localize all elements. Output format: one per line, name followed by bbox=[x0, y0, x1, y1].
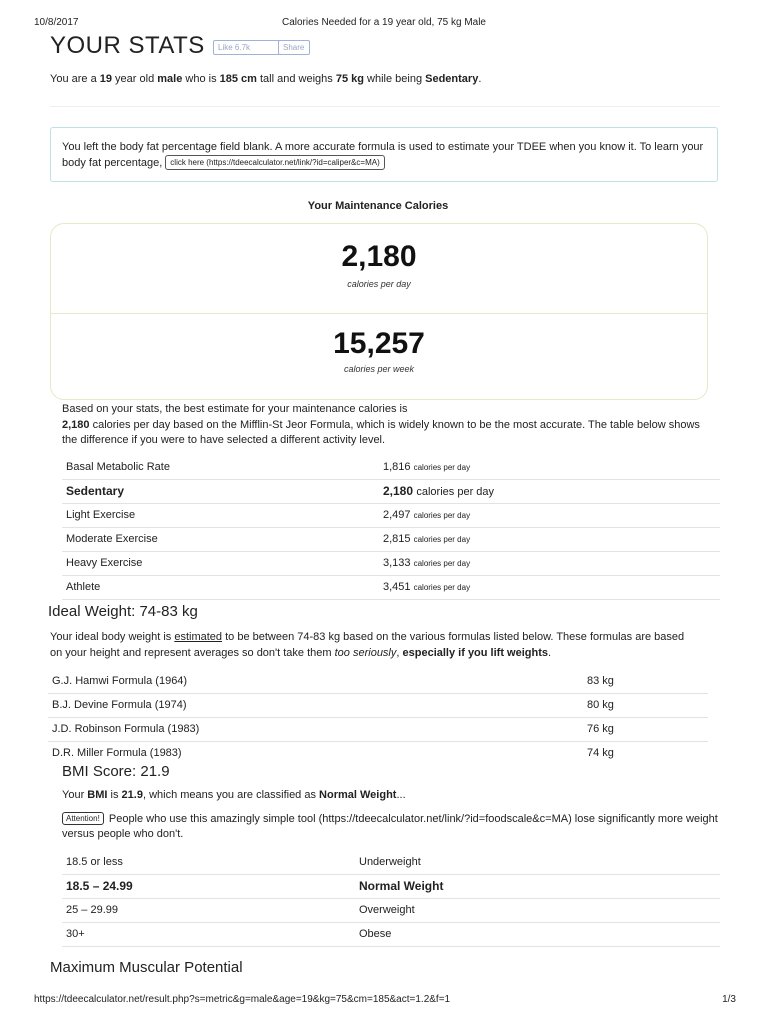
formula-name: G.J. Hamwi Formula (1964) bbox=[48, 669, 587, 693]
share-button[interactable]: Share bbox=[278, 40, 310, 55]
formula-value: 74 kg bbox=[587, 747, 614, 760]
activity-calories: 1,816 calories per day bbox=[383, 455, 720, 479]
calories-per-day-label: calories per day bbox=[347, 279, 411, 289]
calories-per-week-label: calories per week bbox=[343, 364, 415, 374]
calories-per-day-value: 2,180 bbox=[341, 240, 417, 273]
caliper-link-button[interactable]: click here (https://tdeecalculator.net/link/?id=caliper&c=MA) bbox=[165, 155, 384, 170]
age-value: 19 bbox=[99, 73, 112, 85]
attention-badge[interactable]: Attention! bbox=[62, 812, 104, 825]
formula-value: 83 kg bbox=[587, 669, 708, 693]
formula-value: 76 kg bbox=[587, 717, 708, 741]
table-row bbox=[62, 503, 720, 527]
table-row bbox=[48, 669, 708, 693]
like-button[interactable]: Like 6.7k bbox=[213, 40, 283, 55]
print-url: https://tdeecalculator.net/result.php?s=metric&g=male&age=19&kg=75&cm=185&act=1.2&f=1 bbox=[34, 994, 451, 1005]
bmi-class: Obese bbox=[359, 922, 720, 946]
attention-notice: Attention! People who use this amazingly simple tool (https://tdeecalculator.net/link/?id=foodscale&c=MA) lose significantly more weight versus people who don't. bbox=[62, 813, 718, 840]
table-row bbox=[62, 527, 720, 551]
bmi-range: 30+ bbox=[62, 922, 359, 946]
activity-value: Sedentary bbox=[425, 73, 479, 85]
table-row bbox=[62, 551, 720, 575]
activity-calories: 3,451 calories per day bbox=[383, 575, 720, 599]
activity-label: Heavy Exercise bbox=[62, 551, 383, 575]
table-row bbox=[62, 922, 720, 946]
weight-value: 75 kg bbox=[335, 73, 364, 85]
body-fat-info-text: You left the body fat percentage field blank. A more accurate formula is used to estimate your TDEE when you know it. To learn your body fat percentage, click here (https://tdeecalculator.net/link/?id=caliper&c=MA) bbox=[62, 141, 704, 169]
maintenance-heading: Your Maintenance Calories bbox=[307, 200, 449, 212]
table-row bbox=[62, 479, 720, 503]
bmi-class: Underweight bbox=[359, 850, 720, 874]
ideal-weight-table bbox=[48, 669, 708, 765]
bmi-heading: BMI Score: 21.9 bbox=[62, 763, 170, 780]
divider bbox=[50, 106, 720, 107]
formula-value: 80 kg bbox=[587, 693, 708, 717]
bmi-class: Normal Weight bbox=[359, 874, 720, 898]
activity-calories: 2,497 calories per day bbox=[383, 503, 720, 527]
table-row bbox=[62, 850, 720, 874]
activity-calories: 3,133 calories per day bbox=[383, 551, 720, 575]
gender-value: male bbox=[157, 73, 183, 85]
estimated-link[interactable]: estimated bbox=[174, 631, 223, 643]
activity-label: Basal Metabolic Rate bbox=[62, 455, 383, 479]
table-row bbox=[62, 898, 720, 922]
bmi-table bbox=[62, 850, 720, 947]
activity-calories: 2,815 calories per day bbox=[383, 527, 720, 551]
formula-name: B.J. Devine Formula (1974) bbox=[48, 693, 587, 717]
bmi-text: Your BMI is 21.9, which means you are classified as Normal Weight... bbox=[62, 789, 406, 801]
bmi-range: 25 – 29.99 bbox=[62, 898, 359, 922]
calories-box-divider bbox=[51, 313, 707, 314]
bmi-range: 18.5 or less bbox=[62, 850, 359, 874]
muscular-potential-heading: Maximum Muscular Potential bbox=[50, 959, 243, 976]
formula-name: J.D. Robinson Formula (1983) bbox=[48, 717, 587, 741]
print-title: Calories Needed for a 19 year old, 75 kg Male bbox=[281, 17, 486, 28]
table-row bbox=[48, 741, 708, 765]
print-date: 10/8/2017 bbox=[34, 17, 79, 28]
table-row bbox=[62, 455, 720, 479]
stats-summary: You are a 19 year old male who is 185 cm tall and weighs 75 kg while being Sedentary. bbox=[50, 73, 482, 85]
table-row bbox=[62, 575, 720, 599]
activity-level-table bbox=[62, 455, 720, 600]
height-value: 185 cm bbox=[219, 73, 257, 85]
table-row bbox=[48, 717, 708, 741]
bmi-range: 18.5 – 24.99 bbox=[62, 874, 359, 898]
table-row bbox=[48, 693, 708, 717]
page-number: 1/3 bbox=[722, 994, 736, 1005]
stats-title: YOUR STATS bbox=[50, 32, 205, 59]
maintenance-explanation: Based on your stats, the best estimate for your maintenance calories is 2,180 calories per day based on the Mifflin-St Jeor Formula, which is widely known to be the most accurate. The table below shows the difference if you were to have selected a different activity level. bbox=[62, 403, 700, 446]
activity-label: Light Exercise bbox=[62, 503, 383, 527]
ideal-weight-heading: Ideal Weight: 74-83 kg bbox=[48, 603, 198, 620]
ideal-weight-text: Your ideal body weight is estimated to be between 74-83 kg based on the various formulas listed below. These formulas are based on your height and represent averages so don't take them too seriously, especially if you lift weights. bbox=[50, 631, 685, 659]
activity-label: Moderate Exercise bbox=[62, 527, 383, 551]
activity-label: Sedentary bbox=[62, 479, 383, 503]
calories-per-week-value: 15,257 bbox=[333, 327, 425, 360]
activity-label: Athlete bbox=[62, 575, 383, 599]
table-row bbox=[62, 874, 720, 898]
formula-name: D.R. Miller Formula (1983) bbox=[52, 747, 182, 760]
activity-calories: 2,180 calories per day bbox=[383, 479, 720, 503]
bmi-class: Overweight bbox=[359, 898, 720, 922]
